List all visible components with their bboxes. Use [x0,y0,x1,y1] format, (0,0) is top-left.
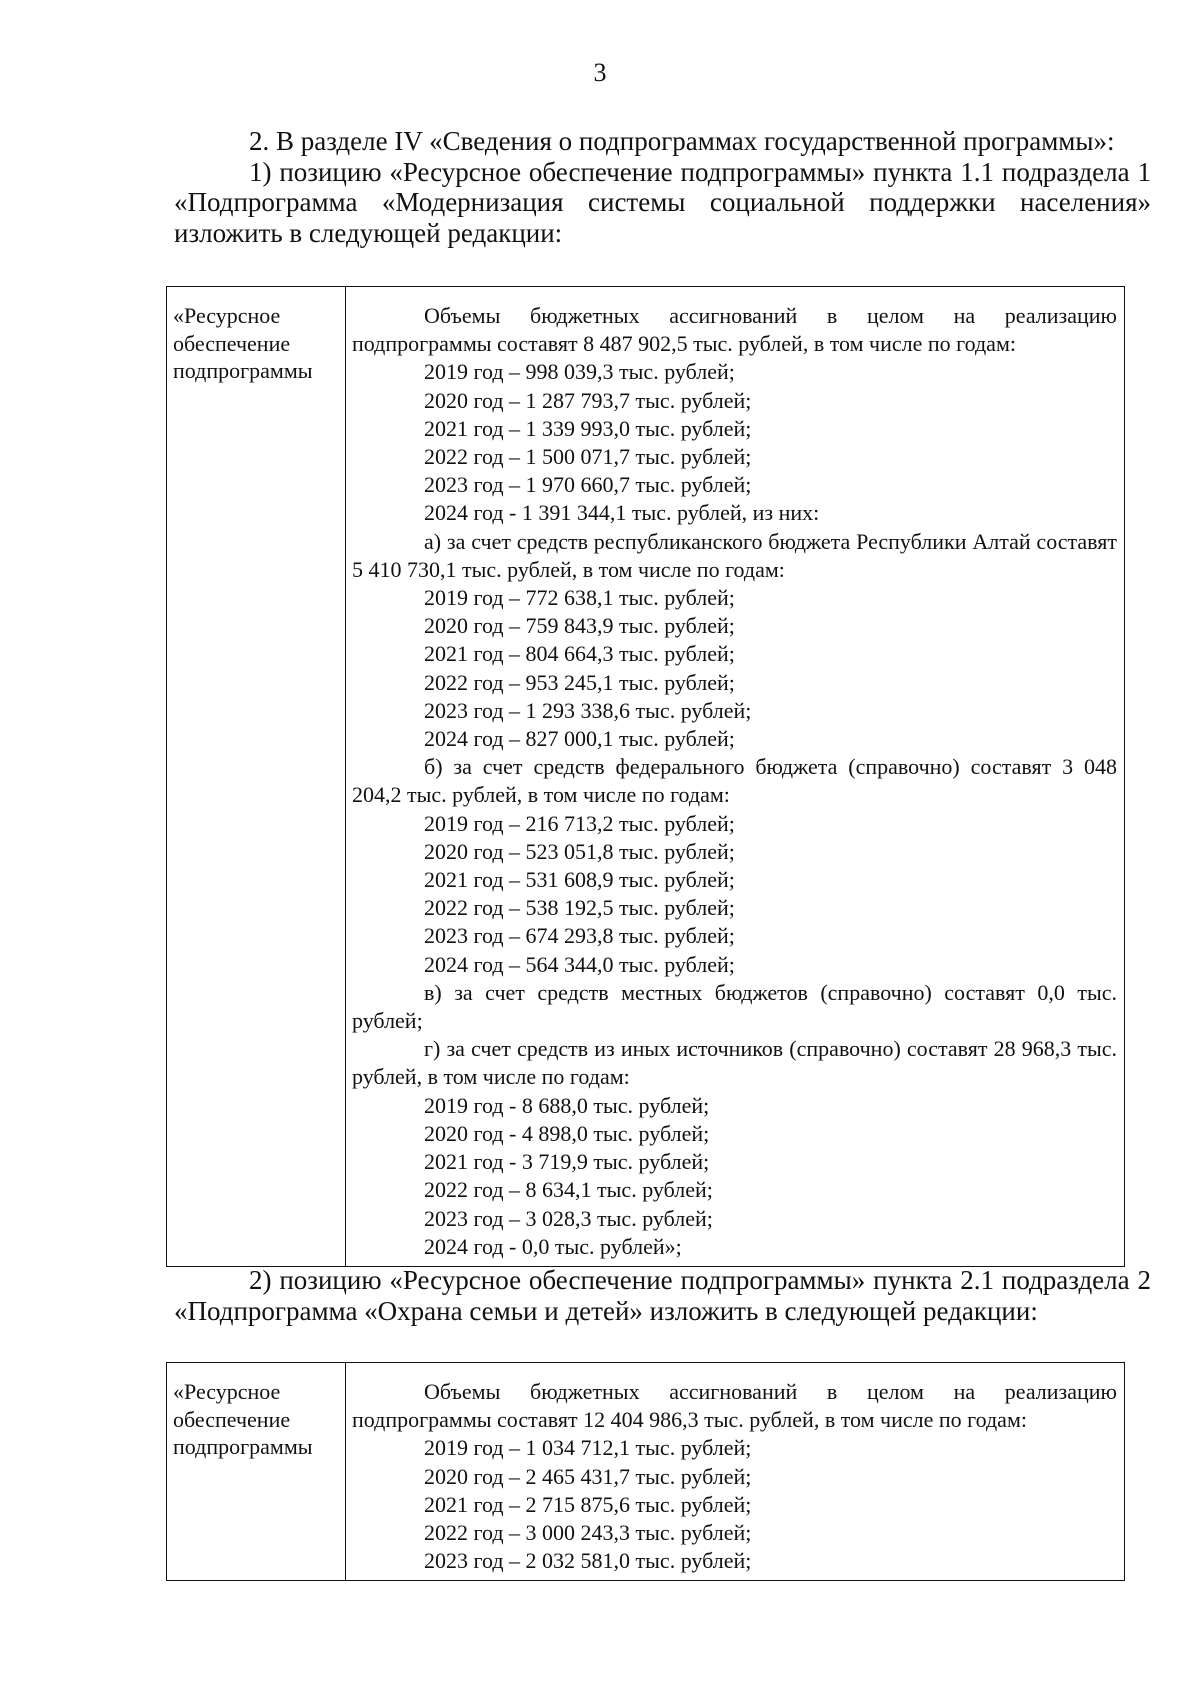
resource-table-2-content-cell [346,1363,1125,1581]
resource-table-1 [166,286,1125,1267]
table1-year-g-2019: 2019 год - 8 688,0 тыс. рублей; [424,1092,710,1118]
intro-block [174,126,1151,248]
table1-year-b-2020: 2020 год – 523 051,8 тыс. рублей; [424,838,735,864]
table1-year-a-2022: 2022 год – 953 245,1 тыс. рублей; [424,669,735,695]
resource-table-1-content-cell [346,287,1125,1267]
table1-year-b-2024: 2024 год – 564 344,0 тыс. рублей; [424,951,735,977]
table1-year-b-2022: 2022 год – 538 192,5 тыс. рублей; [424,895,735,921]
item2-block [174,1265,1151,1326]
resource-table-2-label: «Ресурсное обеспечение подпрограммы [173,1379,313,1459]
table1-summary: Объемы бюджетных ассигнований в целом на реализацию подпрограммы составят 8 487 902,5 тыс. рублей, в том числе по годам: [352,303,1117,357]
table1-federal-budget: б) за счет средств федерального бюджета (справочно) составят 3 048 204,2 тыс. рублей, в том числе по годам: [352,754,1117,808]
table2-summary: Объемы бюджетных ассигнований в целом на реализацию подпрограммы составят 12 404 986,3 тыс. рублей, в том числе по годам: [352,1379,1117,1433]
resource-table-2 [166,1362,1125,1581]
page-number: 3 [593,58,607,87]
table1-year-a-2020: 2020 год – 759 843,9 тыс. рублей; [424,613,735,639]
resource-table-2-row [167,1363,1125,1581]
item1-intro: 1) позицию «Ресурсное обеспечение подпрограммы» пункта 1.1 подраздела 1 «Подпрограмма «Модернизация системы социальной поддержки населения» изложить в следующей редакции: [174,156,1151,248]
resource-table-2-content [346,1363,1124,1575]
table1-year-total-2023: 2023 год – 1 970 660,7 тыс. рублей; [424,472,752,498]
table1-year-g-2021: 2021 год - 3 719,9 тыс. рублей; [424,1149,710,1175]
table1-year-b-2021: 2021 год – 531 608,9 тыс. рублей; [424,867,735,893]
resource-table-1-label-cell [167,287,346,1267]
table1-year-total-2021: 2021 год – 1 339 993,0 тыс. рублей; [424,415,752,441]
table1-year-total-2022: 2022 год – 1 500 071,7 тыс. рублей; [424,444,752,470]
table1-year-b-2023: 2023 год – 674 293,8 тыс. рублей; [424,923,735,949]
table1-year-total-2019: 2019 год – 998 039,3 тыс. рублей; [424,359,735,385]
table1-year-a-2019: 2019 год – 772 638,1 тыс. рублей; [424,585,735,611]
table1-year-a-2023: 2023 год – 1 293 338,6 тыс. рублей; [424,697,752,723]
table1-year-g-2022: 2022 год – 8 634,1 тыс. рублей; [424,1177,713,1203]
table1-year-a-2024: 2024 год – 827 000,1 тыс. рублей; [424,726,735,752]
section-intro: 2. В разделе IV «Сведения о подпрограммах государственной программы»: [249,126,1115,156]
table1-year-total-2024: 2024 год - 1 391 344,1 тыс. рублей, из них: [424,500,820,526]
table2-year-total-2021: 2021 год – 2 715 875,6 тыс. рублей; [424,1491,752,1517]
table1-local-budget: в) за счет средств местных бюджетов (справочно) составят 0,0 тыс. рублей; [352,979,1117,1034]
table1-republic-budget: а) за счет средств республиканского бюджета Республики Алтай составят 5 410 730,1 тыс. рублей, в том числе по годам: [352,528,1117,582]
table2-year-total-2022: 2022 год – 3 000 243,3 тыс. рублей; [424,1520,752,1546]
table2-year-total-2023: 2023 год – 2 032 581,0 тыс. рублей; [424,1548,752,1574]
table1-year-g-2020: 2020 год - 4 898,0 тыс. рублей; [424,1120,710,1146]
resource-table-1-label: «Ресурсное обеспечение подпрограммы [173,303,313,383]
table1-year-total-2020: 2020 год – 1 287 793,7 тыс. рублей; [424,387,752,413]
resource-table-2-label-cell [167,1363,346,1581]
table1-year-g-2023: 2023 год – 3 028,3 тыс. рублей; [424,1205,713,1231]
item2-intro: 2) позицию «Ресурсное обеспечение подпрограммы» пункта 2.1 подраздела 2 «Подпрограмма «Охрана семьи и детей» изложить в следующей редакции: [174,1265,1151,1326]
table1-year-a-2021: 2021 год – 804 664,3 тыс. рублей; [424,641,735,667]
table1-year-b-2019: 2019 год – 216 713,2 тыс. рублей; [424,810,735,836]
resource-table-1-content [346,287,1124,1261]
table1-other-sources: г) за счет средств из иных источников (справочно) составят 28 968,3 тыс. рублей, в том числе по годам: [352,1036,1117,1090]
table2-year-total-2020: 2020 год – 2 465 431,7 тыс. рублей; [424,1463,752,1489]
table1-year-g-2024: 2024 год - 0,0 тыс. рублей»; [424,1233,682,1259]
table2-year-total-2019: 2019 год – 1 034 712,1 тыс. рублей; [424,1435,752,1461]
resource-table-1-row [167,287,1125,1267]
